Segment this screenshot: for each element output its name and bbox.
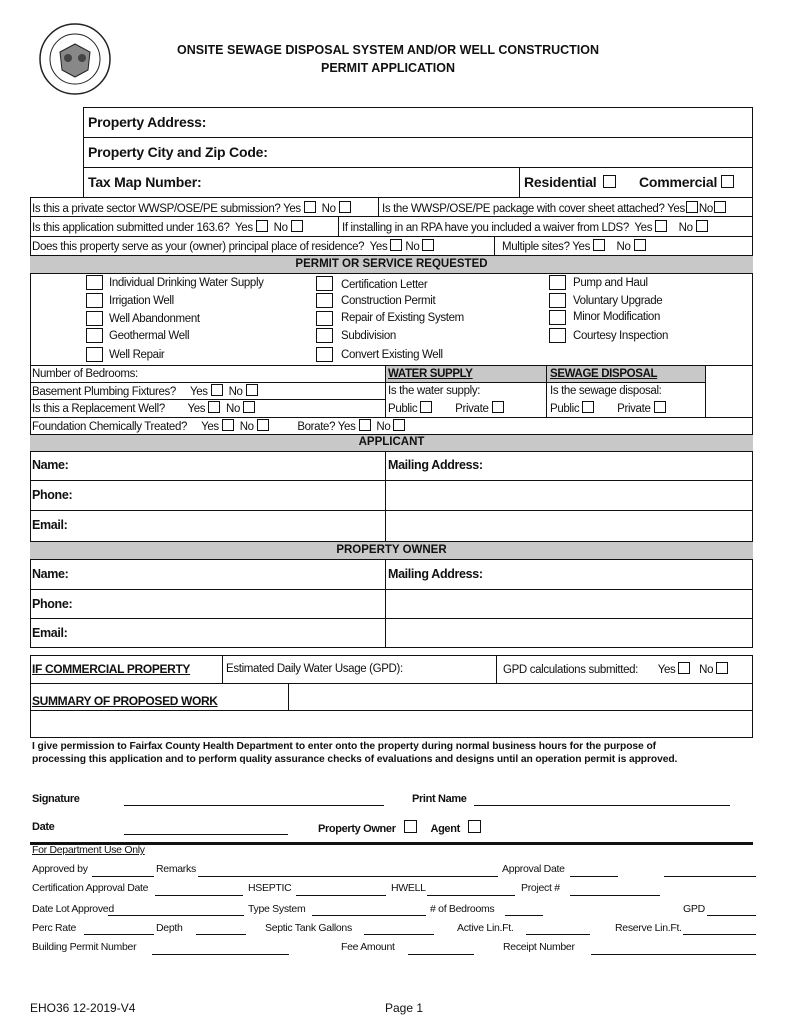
project-label: Project #	[521, 882, 560, 894]
checkbox-private[interactable]	[492, 401, 504, 413]
checkbox-no[interactable]	[291, 220, 303, 232]
question-principal-residence: Does this property serve as your (owner) principal place of residence? Yes No	[32, 239, 437, 254]
checkbox-agent[interactable]	[468, 820, 481, 833]
print-name-label: Print Name	[412, 793, 467, 805]
owner-name-label: Name:	[32, 567, 69, 581]
hwell-field[interactable]	[427, 895, 515, 896]
checkbox-private[interactable]	[654, 401, 666, 413]
signature-label: Signature	[32, 793, 80, 805]
building-permit-field[interactable]	[152, 954, 289, 955]
hwell-label: HWELL	[391, 882, 426, 894]
owner-phone-label: Phone:	[32, 597, 73, 611]
checkbox-yes[interactable]	[208, 401, 220, 413]
permit-option-label: Minor Modification	[573, 311, 661, 323]
checkbox-no[interactable]	[716, 662, 728, 674]
checkbox-yes[interactable]	[593, 239, 605, 251]
checkbox-no[interactable]	[243, 401, 255, 413]
foundation-question: Foundation Chemically Treated? Yes No Borate? Yes No	[32, 419, 408, 434]
checkbox-voluntary-upgrade[interactable]	[549, 293, 566, 308]
fee-amount-field[interactable]	[408, 954, 474, 955]
building-permit-label: Building Permit Number	[32, 941, 137, 953]
permit-heading: PERMIT OR SERVICE REQUESTED	[295, 258, 488, 270]
bedrooms-count-label: # of Bedrooms	[430, 903, 495, 915]
checkbox-yes[interactable]	[655, 220, 667, 232]
remarks-label: Remarks	[156, 863, 196, 875]
dept-use-heading: For Department Use Only	[32, 844, 145, 856]
county-seal	[38, 22, 112, 96]
permit-option-label: Convert Existing Well	[341, 349, 443, 361]
checkbox-pump-and-haul[interactable]	[549, 275, 566, 290]
question-163-6: Is this application submitted under 163.6? Yes No	[32, 220, 306, 235]
approval-date-label: Approval Date	[502, 863, 565, 875]
fee-amount-label: Fee Amount	[341, 941, 395, 953]
checkbox-repair-existing-system[interactable]	[316, 311, 333, 326]
approval-date-field[interactable]	[570, 876, 618, 877]
checkbox-well-abandonment[interactable]	[86, 311, 103, 326]
permit-option-label: Construction Permit	[341, 295, 436, 307]
checkbox-yes[interactable]	[359, 419, 371, 431]
permit-option-label: Individual Drinking Water Supply	[109, 277, 264, 289]
applicant-phone-label: Phone:	[32, 488, 73, 502]
print-name-field[interactable]	[474, 805, 730, 806]
water-supply-question: Is the water supply:	[388, 385, 481, 397]
checkbox-no[interactable]	[714, 201, 726, 213]
property-owner-option: Property Owner Agent	[318, 820, 484, 836]
permit-option-label: Courtesy Inspection	[573, 330, 668, 342]
hseptic-label: HSEPTIC	[248, 882, 292, 894]
permit-option-label: Well Repair	[109, 349, 165, 361]
signature-field[interactable]	[124, 805, 384, 806]
property-city-zip-label: Property City and Zip Code:	[88, 144, 268, 160]
checkbox-construction-permit[interactable]	[316, 293, 333, 308]
type-system-label: Type System	[248, 903, 306, 915]
sewage-disposal-heading: SEWAGE DISPOSAL	[550, 368, 658, 380]
reserve-lin-ft-label: Reserve Lin.Ft.	[615, 922, 682, 934]
residential-option[interactable]	[524, 174, 619, 190]
checkbox-minor-modification[interactable]	[549, 310, 566, 325]
date-label: Date	[32, 821, 55, 833]
receipt-number-label: Receipt Number	[503, 941, 575, 953]
depth-label: Depth	[156, 922, 183, 934]
tax-map-label: Tax Map Number:	[88, 174, 202, 190]
remarks-field[interactable]	[198, 876, 498, 877]
date-lot-approved-field[interactable]	[108, 915, 244, 916]
project-field[interactable]	[570, 895, 660, 896]
depth-field[interactable]	[196, 934, 246, 935]
form-title: ONSITE SEWAGE DISPOSAL SYSTEM AND/OR WELL CONSTRUCTION	[176, 43, 600, 57]
checkbox-property-owner[interactable]	[404, 820, 417, 833]
cert-approval-date-label: Certification Approval Date	[32, 882, 149, 894]
permit-option-label: Certification Letter	[341, 279, 428, 291]
page-number: Page 1	[385, 1001, 424, 1015]
applicant-mailing-label: Mailing Address:	[388, 458, 483, 472]
checkbox-yes[interactable]	[256, 220, 268, 232]
basement-question: Basement Plumbing Fixtures? Yes No	[32, 384, 261, 399]
septic-tank-field[interactable]	[364, 934, 434, 935]
owner-heading: PROPERTY OWNER	[336, 544, 447, 556]
water-usage-label: Estimated Daily Water Usage (GPD):	[226, 663, 403, 675]
checkbox-yes[interactable]	[222, 419, 234, 431]
residential-checkbox[interactable]	[603, 175, 616, 188]
question-private-sector: Is this a private sector WWSP/OSE/PE submission? Yes No	[32, 201, 354, 216]
gpd-label: GPD	[683, 903, 705, 915]
commercial-property-label: IF COMMERCIAL PROPERTY	[32, 662, 191, 676]
permit-option-label: Repair of Existing System	[341, 312, 464, 324]
permit-option-label: Irrigation Well	[109, 295, 174, 307]
checkbox-no[interactable]	[246, 384, 258, 396]
hseptic-field[interactable]	[296, 895, 386, 896]
summary-label: SUMMARY OF PROPOSED WORK	[32, 694, 218, 708]
checkbox-yes[interactable]	[390, 239, 402, 251]
checkbox-no[interactable]	[393, 419, 405, 431]
checkbox-well-repair[interactable]	[86, 347, 103, 362]
permit-option-label: Geothermal Well	[109, 330, 190, 342]
active-lin-ft-label: Active Lin.Ft.	[457, 922, 514, 934]
checkbox-yes[interactable]	[686, 201, 698, 213]
form-code: EHO36 12-2019-V4	[30, 1001, 136, 1015]
checkbox-yes[interactable]	[211, 384, 223, 396]
form-subtitle: PERMIT APPLICATION	[320, 61, 456, 75]
permit-option-label: Voluntary Upgrade	[573, 295, 663, 307]
checkbox-public[interactable]	[582, 401, 594, 413]
replacement-well-question: Is this a Replacement Well? Yes No	[32, 401, 258, 416]
gpd-calculations-question: GPD calculations submitted: Yes No	[503, 662, 731, 677]
checkbox-no[interactable]	[257, 419, 269, 431]
checkbox-subdivision[interactable]	[316, 328, 333, 343]
bedrooms-count-field[interactable]	[505, 915, 543, 916]
checkbox-geothermal-well[interactable]	[86, 328, 103, 343]
permit-option-label: Subdivision	[341, 330, 396, 342]
applicant-heading: APPLICANT	[358, 436, 425, 448]
question-cover-sheet: Is the WWSP/OSE/PE package with cover sheet attached? Yes No	[382, 201, 727, 216]
bedrooms-label: Number of Bedrooms:	[32, 368, 138, 380]
cert-approval-date-field[interactable]	[155, 895, 243, 896]
septic-tank-label: Septic Tank Gallons	[265, 922, 352, 934]
date-field[interactable]	[124, 834, 288, 835]
checkbox-courtesy-inspection[interactable]	[549, 328, 566, 343]
permission-statement: I give permission to Fairfax County Health Department to enter onto the property during normal business hours for the purpose of processing this application and to perform quality assurance checks of evaluations and designs until an operation permit is approved.	[32, 741, 678, 765]
applicant-email-label: Email:	[32, 518, 68, 532]
applicant-name-label: Name:	[32, 458, 69, 472]
checkbox-no[interactable]	[634, 239, 646, 251]
checkbox-no[interactable]	[696, 220, 708, 232]
question-multiple-sites: Multiple sites? Yes No	[502, 239, 649, 254]
permit-option-label: Pump and Haul	[573, 277, 648, 289]
perc-rate-label: Perc Rate	[32, 922, 76, 934]
gpd-field[interactable]	[707, 915, 756, 916]
checkbox-yes[interactable]	[304, 201, 316, 213]
water-supply-heading: WATER SUPPLY	[388, 368, 473, 380]
checkbox-irrigation-well[interactable]	[86, 293, 103, 308]
active-lin-ft-field[interactable]	[526, 934, 590, 935]
sewage-disposal-options: Public Private	[550, 401, 669, 416]
permit-option-label: Well Abandonment	[109, 313, 200, 325]
question-rpa-waiver: If installing in an RPA have you included a waiver from LDS? Yes No	[342, 220, 711, 235]
reserve-lin-ft-field[interactable]	[683, 934, 756, 935]
type-system-field[interactable]	[312, 915, 426, 916]
date-lot-approved-label: Date Lot Approved	[32, 903, 114, 915]
checkbox-public[interactable]	[420, 401, 432, 413]
property-address-label: Property Address:	[88, 114, 207, 130]
checkbox-certification-letter[interactable]	[316, 276, 333, 291]
owner-mailing-label: Mailing Address:	[388, 567, 483, 581]
perc-rate-field[interactable]	[84, 934, 154, 935]
checkbox-no[interactable]	[339, 201, 351, 213]
checkbox-individual-drinking-water[interactable]	[86, 275, 103, 290]
commercial-option[interactable]	[639, 174, 737, 190]
residential-label: Residential	[524, 174, 597, 190]
receipt-number-field[interactable]	[591, 954, 756, 955]
seal-icon	[38, 22, 112, 96]
sewage-disposal-question: Is the sewage disposal:	[550, 385, 662, 397]
checkbox-yes[interactable]	[678, 662, 690, 674]
commercial-label: Commercial	[639, 174, 718, 190]
checkbox-convert-existing-well[interactable]	[316, 347, 333, 362]
owner-email-label: Email:	[32, 626, 68, 640]
approval-extra-field[interactable]	[664, 876, 756, 877]
checkbox-no[interactable]	[422, 239, 434, 251]
water-supply-options: Public Private	[388, 401, 507, 416]
approved-by-field[interactable]	[92, 876, 154, 877]
approved-by-label: Approved by	[32, 863, 88, 875]
commercial-checkbox[interactable]	[721, 175, 734, 188]
